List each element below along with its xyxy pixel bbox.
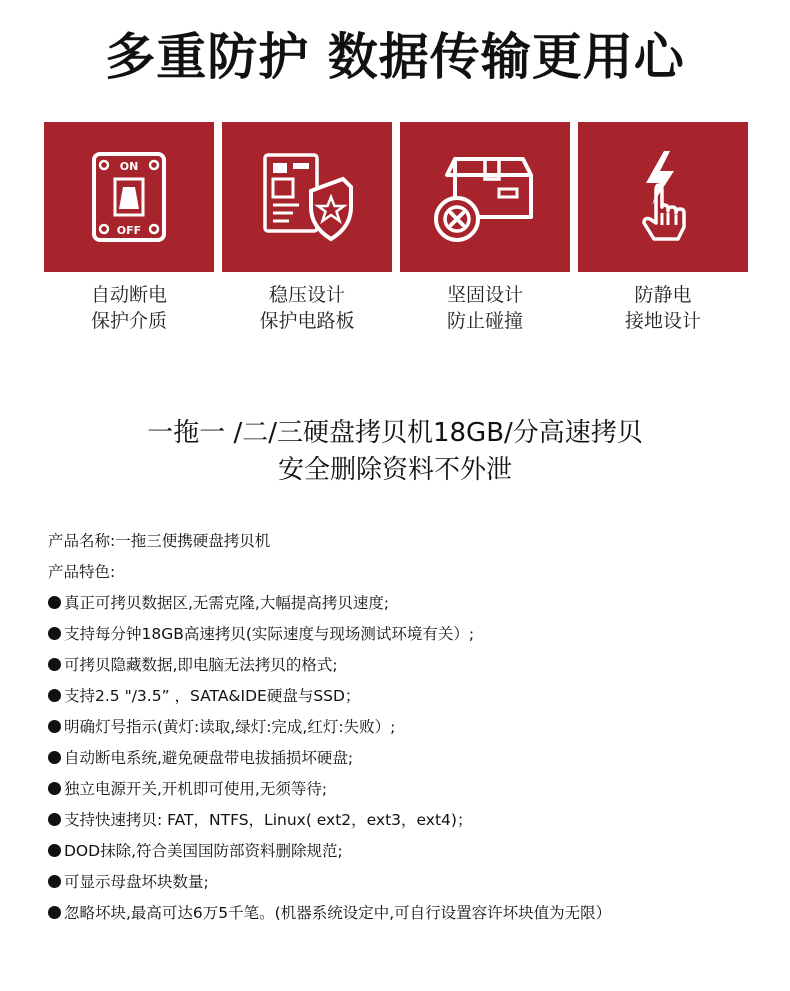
feature-caption-line2: 接地设计 bbox=[624, 310, 701, 332]
bullet-icon bbox=[48, 813, 61, 826]
feature-auto-power-off bbox=[44, 122, 214, 334]
list-item-text: 支持每分钟18GB高速拷贝(实际速度与现场测试环境有关）; bbox=[64, 625, 475, 643]
feature-caption-line1: 防静电 bbox=[634, 284, 692, 306]
list-item-text: 支持2.5 "/3.5” ，SATA&IDE硬盘与SSD； bbox=[64, 687, 361, 705]
list-item bbox=[48, 805, 768, 836]
damaged-box-icon bbox=[433, 147, 537, 247]
spec-section bbox=[48, 526, 768, 929]
list-item-text: 自动断电系统,避免硬盘带电拔插损坏硬盘; bbox=[64, 749, 354, 767]
bullet-icon bbox=[48, 751, 61, 764]
bullet-icon bbox=[48, 658, 61, 671]
bullet-icon bbox=[48, 875, 61, 888]
page-headline: 多重防护 数据传输更用心 bbox=[105, 28, 685, 86]
feature-caption bbox=[222, 282, 392, 334]
list-item bbox=[48, 898, 768, 929]
features-label: 产品特色: bbox=[48, 563, 116, 581]
feature-voltage-regulation bbox=[222, 122, 392, 334]
feature-caption bbox=[578, 282, 748, 334]
feature-tile bbox=[222, 122, 392, 272]
feature-list bbox=[48, 588, 768, 929]
list-item bbox=[48, 743, 768, 774]
list-item bbox=[48, 588, 768, 619]
list-item-text: 可显示母盘坏块数量; bbox=[64, 873, 209, 891]
list-item-text: 真正可拷贝数据区,无需克隆,大幅提高拷贝速度; bbox=[64, 594, 390, 612]
list-item bbox=[48, 867, 768, 898]
switch-on-label: ON bbox=[119, 160, 139, 173]
list-item-text: 明确灯号指示(黄灯:读取,绿灯:完成,红灯:失败）; bbox=[64, 718, 396, 736]
list-item bbox=[48, 836, 768, 867]
bullet-icon bbox=[48, 627, 61, 640]
list-item-text: 可拷贝隐藏数据,即电脑无法拷贝的格式; bbox=[64, 656, 338, 674]
feature-caption bbox=[400, 282, 570, 334]
feature-caption-line1: 坚固设计 bbox=[446, 284, 523, 306]
list-item-text: DOD抹除,符合美国国防部资料删除规范; bbox=[64, 842, 343, 860]
feature-tile bbox=[44, 122, 214, 272]
list-item bbox=[48, 681, 768, 712]
bullet-icon bbox=[48, 906, 61, 919]
subtitle-line2: 安全删除资料不外泄 bbox=[277, 455, 512, 485]
feature-caption bbox=[44, 282, 214, 334]
feature-anti-static bbox=[578, 122, 748, 334]
switch-off-label: OFF bbox=[116, 224, 142, 237]
bullet-icon bbox=[48, 844, 61, 857]
feature-caption-line2: 保护电路板 bbox=[259, 310, 355, 332]
list-item-text: 支持快速拷贝: FAT，NTFS，Linux( ext2，ext3，ext4)； bbox=[64, 811, 473, 829]
product-name: 产品名称:一拖三便携硬盘拷贝机 bbox=[48, 532, 271, 550]
feature-caption-line1: 自动断电 bbox=[90, 284, 167, 306]
feature-sturdy-design bbox=[400, 122, 570, 334]
list-item-text: 独立电源开关,开机即可使用,无须等待; bbox=[64, 780, 328, 798]
bullet-icon bbox=[48, 720, 61, 733]
feature-caption-line1: 稳压设计 bbox=[268, 284, 345, 306]
feature-tiles bbox=[44, 122, 748, 342]
feature-tile bbox=[578, 122, 748, 272]
list-item-text: 忽略坏块,最高可达6万5千笔。(机器系统设定中,可自行设置容许坏块值为无限） bbox=[64, 904, 612, 922]
feature-caption-line2: 防止碰撞 bbox=[446, 310, 523, 332]
feature-tile bbox=[400, 122, 570, 272]
bullet-icon bbox=[48, 782, 61, 795]
power-switch-icon bbox=[89, 149, 169, 245]
feature-caption-line2: 保护介质 bbox=[90, 310, 167, 332]
list-item bbox=[48, 774, 768, 805]
bullet-icon bbox=[48, 689, 61, 702]
list-item bbox=[48, 619, 768, 650]
subtitle-line1: 一拖一 /二/三硬盘拷贝机18GB/分高速拷贝 bbox=[147, 418, 643, 448]
bullet-icon bbox=[48, 596, 61, 609]
circuit-shield-icon bbox=[259, 149, 355, 245]
static-hand-icon bbox=[628, 147, 698, 247]
list-item bbox=[48, 650, 768, 681]
list-item bbox=[48, 712, 768, 743]
